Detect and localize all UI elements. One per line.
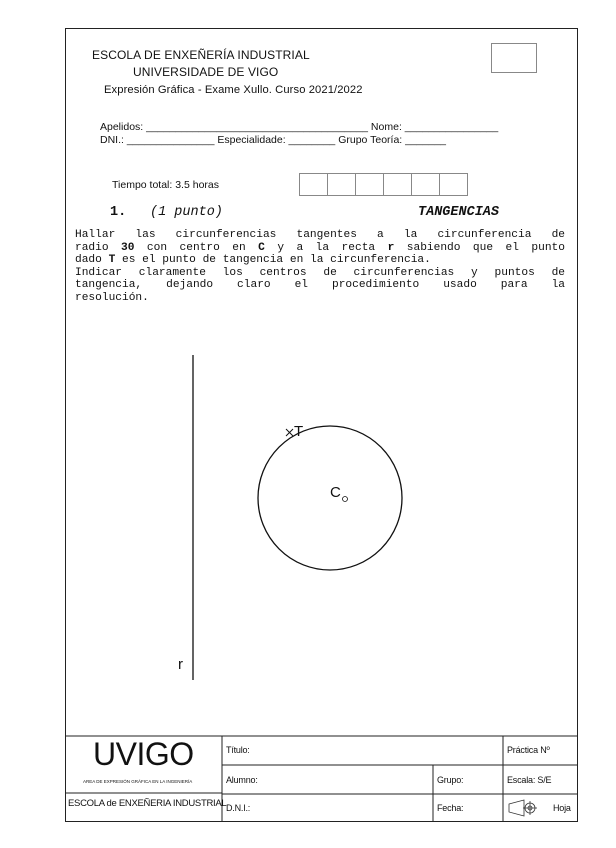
problem-keyword: C — [258, 241, 265, 254]
alumno-field[interactable]: Alumno: — [226, 775, 258, 785]
center-label: C — [330, 484, 341, 501]
projection-symbol-icon — [509, 800, 537, 816]
problem-text: es el punto de tangencia en la circunferencia. — [115, 254, 431, 267]
problem-text: Indicar claramente los centros de circunferencias y puntos de — [75, 266, 565, 279]
time-label: Tiempo total: 3.5 horas — [112, 179, 219, 191]
problem-text: y a la recta — [264, 241, 388, 254]
problem-text: dado — [75, 254, 109, 267]
exam-title: Expresión Gráfica - Exame Xullo. Curso 2021/2022 — [104, 84, 363, 96]
problem-keyword: T — [108, 254, 116, 267]
school-name: ESCOLA DE ENXEÑERÍA INDUSTRIAL — [92, 48, 310, 62]
point-label: T — [294, 423, 304, 440]
university-name: UNIVERSIDADE DE VIGO — [133, 65, 279, 79]
problem-keyword: 30 — [121, 241, 135, 254]
problem-number: 1. — [110, 205, 127, 220]
practica-field[interactable]: Práctica Nº — [507, 745, 550, 755]
fecha-field[interactable]: Fecha: — [437, 803, 464, 813]
apelidos-line[interactable]: Apelidos: ______________________________________ Nome: ________________ — [100, 121, 499, 133]
dni-field[interactable]: D.N.I.: — [226, 803, 251, 813]
problem-points: (1 punto) — [150, 205, 223, 220]
line-label: r — [178, 656, 183, 673]
titulo-field[interactable]: Título: — [226, 745, 250, 755]
hoja-field[interactable]: Hoja — [553, 803, 571, 813]
grupo-field[interactable]: Grupo: — [437, 775, 464, 785]
problem-text: tangencia, dejando claro el procedimiento usado para la — [75, 279, 565, 292]
problem-text: sabiendo que el punto — [394, 241, 565, 254]
problem-text: resolución. — [75, 291, 149, 304]
problem-topic: TANGENCIAS — [418, 205, 500, 220]
logo-subtitle: AREA DE EXPRESIÓN GRÁFICA EN LA INGENIERÍA — [83, 779, 193, 784]
escala-field: Escala: S/E — [507, 775, 552, 785]
school-footer: ESCOLA de ENXEÑERIA INDUSTRIAL — [68, 798, 227, 809]
problem-text: con centro en — [134, 241, 259, 254]
problem-keyword: r — [387, 241, 395, 254]
problem-text: Hallar las circunferencias tangentes a la circunferencia de — [75, 229, 565, 241]
dni-line[interactable]: DNI.: _______________ Especialidade: ________ Grupo Teoría: _______ — [100, 134, 446, 146]
problem-text: radio — [75, 241, 122, 254]
uvigo-logo: UVIGO — [93, 736, 194, 772]
